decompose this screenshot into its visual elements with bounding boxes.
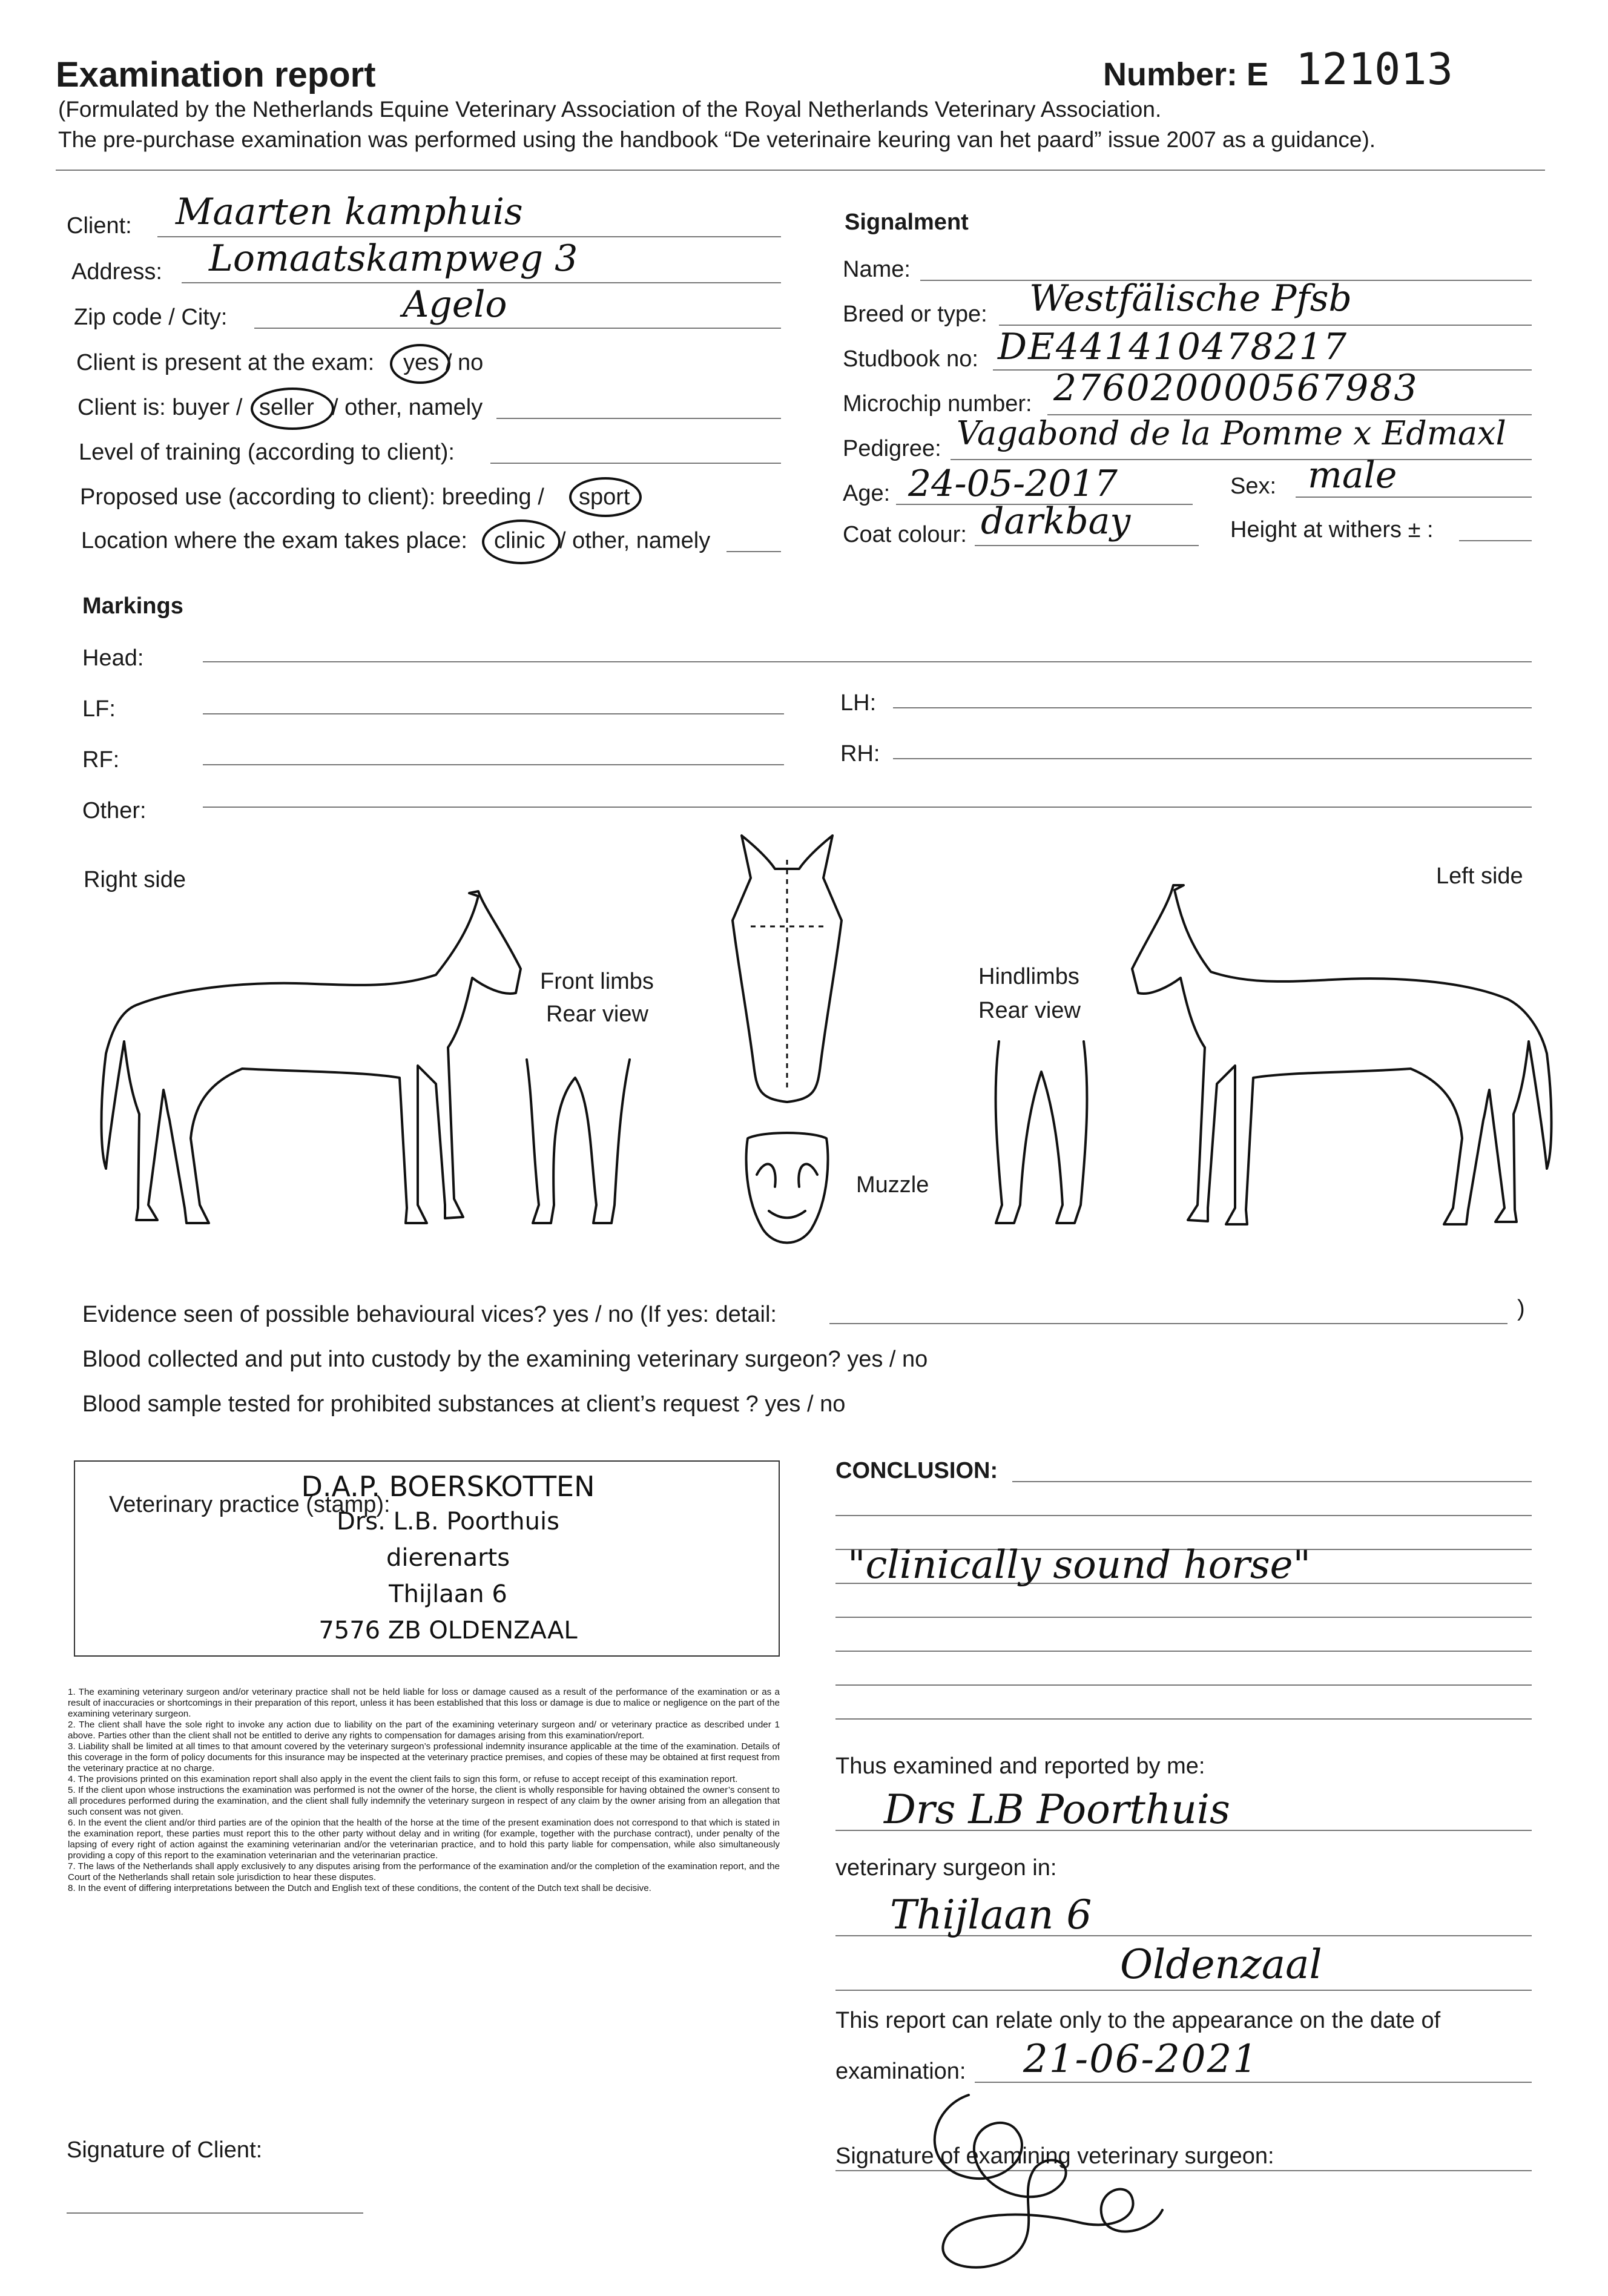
client-signature-line — [67, 2212, 363, 2214]
name-label: Name: — [843, 257, 911, 282]
hind-limbs-label: Hindlimbs — [978, 964, 1079, 989]
conclusion-line-7 — [835, 1684, 1532, 1686]
breed-label: Breed or type: — [843, 302, 987, 327]
zip-value: Agelo — [403, 283, 507, 326]
use-label: Proposed use (according to client): breeding / — [80, 484, 544, 510]
zip-label: Zip code / City: — [74, 305, 228, 330]
use-sport: sport — [579, 484, 630, 510]
microchip-value: 276020000567983 — [1053, 367, 1419, 409]
microchip-label: Microchip number: — [843, 391, 1032, 417]
right-side-label: Right side — [84, 867, 186, 892]
present-yes: yes — [403, 350, 440, 375]
conclusion-line-5 — [835, 1617, 1532, 1618]
conclusion-line-8 — [835, 1718, 1532, 1720]
term-item: 3. Liability shall be limited at all times to that amount covered by the veterinary surgeon’s professional indemnity insurance applicable at the time of the examination. Details of this coverage in the form of policy documents for this insurance may be inspected at the veterinary practice premises, and copies of these may be obtained at first request from the veterinary practice at no charge. — [68, 1741, 780, 1773]
practice-label: Veterinary practice (stamp): — [109, 1492, 390, 1517]
stamp-line-5: 7576 ZB OLDENZAAL — [318, 1617, 578, 1644]
stamp-line-4: Thijlaan 6 — [389, 1580, 507, 1608]
pedigree-label: Pedigree: — [843, 436, 941, 461]
location-clinic: clinic — [494, 528, 545, 553]
coat-label: Coat colour: — [843, 522, 967, 547]
present-no: no — [458, 350, 484, 375]
age-value: 24-05-2017 — [908, 463, 1118, 505]
present-sep: / — [446, 350, 452, 375]
hind-rear-view-label: Rear view — [978, 998, 1081, 1023]
horse-head-front-outline — [733, 836, 842, 1102]
front-limbs-label: Front limbs — [540, 969, 654, 994]
subtitle-2: The pre-purchase examination was performed using the handbook “De veterinaire keuring van het paard” issue 2007 as a guidance). — [58, 127, 1376, 152]
studbook-value: DE441410478217 — [998, 326, 1348, 368]
vices-question: Evidence seen of possible behavioural vices? yes / no (If yes: detail: — [82, 1302, 777, 1327]
muzzle-label: Muzzle — [856, 1172, 929, 1198]
studbook-label: Studbook no: — [843, 346, 978, 372]
breed-value: Westfälische Pfsb — [1029, 277, 1352, 320]
term-item: 4. The provisions printed on this examination report shall also apply in the event the client fails to sign this form, or refuse to accept receipt of this examination report. — [68, 1774, 738, 1784]
term-item: 2. The client shall have the sole right to invoke any action due to liability on the part of the examining veterinary surgeon and/ or veterinary practice as described under 1 above. Parties other than the client shall not be entitled to derive any rights to compensation for damages arising from this examination/report. — [68, 1720, 780, 1741]
client-value: Maarten kamphuis — [176, 191, 523, 233]
vet-signature-label: Signature of examining veterinary surgeon: — [835, 2143, 1274, 2169]
surgeon-in-line-2 — [835, 1990, 1532, 1991]
terms-block — [68, 1687, 780, 1894]
examined-value: Drs LB Poorthuis — [884, 1786, 1230, 1833]
address-value: Lomaatskampweg 3 — [209, 237, 578, 280]
marking-rf-label: RF: — [82, 747, 120, 773]
client-signature-label: Signature of Client: — [67, 2137, 263, 2163]
vices-close: ) — [1517, 1296, 1525, 1321]
marking-head-label: Head: — [82, 645, 144, 671]
exam-date-label: examination: — [835, 2059, 966, 2084]
surgeon-in-value-1: Thijlaan 6 — [890, 1892, 1092, 1938]
exam-date-value: 21-06-2021 — [1023, 2037, 1259, 2082]
blood-tested-question: Blood sample tested for prohibited substances at client’s request ? yes / no — [82, 1391, 846, 1417]
report-number: 121013 — [1296, 44, 1454, 94]
blood-custody-question: Blood collected and put into custody by the examining veterinary surgeon? yes / no — [82, 1347, 928, 1372]
report-number-label: Number: E — [1103, 56, 1269, 93]
client-is-label: Client is: buyer / — [77, 395, 243, 420]
marking-other-label: Other: — [82, 798, 147, 823]
marking-rh-label: RH: — [840, 741, 880, 767]
sex-label: Sex: — [1230, 473, 1277, 499]
location-rest: / other, namely — [559, 528, 711, 553]
term-item: 8. In the event of differing interpretations between the Dutch and English text of these conditions, the content of the Dutch text shall be decisive. — [68, 1883, 651, 1893]
age-label: Age: — [843, 481, 891, 506]
marking-lf-label: LF: — [82, 696, 116, 722]
location-label: Location where the exam takes place: — [81, 528, 467, 553]
signalment-heading: Signalment — [845, 209, 969, 235]
present-label: Client is present at the exam: — [76, 350, 375, 375]
horse-left-side-outline — [1132, 885, 1552, 1224]
page-title: Examination report — [56, 55, 376, 94]
term-item: 5. If the client upon whose instructions the examination was performed is not the owner of the horse, the client is wholly responsible for having obtained the owner’s consent to all procedures performed during the examination, and the client shall fully indemnify the veterinary surgeon in respect of any claim by the owner arising from an allegation that such consent was not given. — [68, 1785, 780, 1817]
subtitle-1: (Formulated by the Netherlands Equine Veterinary Association of the Royal Netherlands Veterinary Association. — [58, 97, 1162, 122]
conclusion-value: "clinically sound horse" — [848, 1543, 1311, 1588]
client-is-seller: seller — [259, 395, 314, 420]
training-label: Level of training (according to client): — [79, 440, 455, 465]
client-is-rest: / other, namely — [332, 395, 483, 420]
front-rear-view-label: Rear view — [546, 1001, 648, 1027]
vices-detail-line — [829, 1323, 1508, 1324]
height-label: Height at withers ± : — [1230, 517, 1434, 543]
stamp-line-3: dierenarts — [386, 1544, 510, 1572]
term-item: 7. The laws of the Netherlands shall apply exclusively to any disputes arising from the performance of the examination and/or the completion of the examination report, and the Court of the Netherlands shall retain sole jurisdiction to hear these disputes. — [68, 1861, 780, 1882]
left-side-label: Left side — [1436, 863, 1523, 889]
stamp-line-2: Drs. L.B. Poorthuis — [337, 1508, 559, 1536]
conclusion-heading: CONCLUSION: — [835, 1458, 998, 1483]
hind-limbs-outline — [996, 1041, 1087, 1223]
stamp-line-1: D.A.P. BOERSKOTTEN — [301, 1470, 595, 1503]
surgeon-in-value-2: Oldenzaal — [1120, 1941, 1322, 1988]
pedigree-value: Vagabond de la Pomme x Edmaxl — [957, 414, 1506, 452]
relate-label: This report can relate only to the appearance on the date of — [835, 2008, 1441, 2033]
term-item: 1. The examining veterinary surgeon and/or veterinary practice shall not be held liable for loss or damage caused as a result of the performance of the examination or as a result of inaccuracies or shortcomings in their preparation of this report, unless it has been established that this loss or damage is due to malice or negligence on the part of the examining veterinary surgeon. — [68, 1687, 780, 1719]
examined-label: Thus examined and reported by me: — [835, 1753, 1205, 1779]
horse-right-side-outline — [102, 891, 521, 1223]
front-limbs-outline — [527, 1060, 630, 1223]
conclusion-line-6 — [835, 1651, 1532, 1652]
markings-heading: Markings — [82, 593, 183, 619]
address-label: Address: — [71, 259, 162, 285]
horse-muzzle-outline — [746, 1133, 828, 1243]
marking-lh-label: LH: — [840, 690, 877, 716]
conclusion-line-2 — [835, 1515, 1532, 1516]
sex-value: male — [1308, 454, 1397, 496]
coat-value: darkbay — [981, 500, 1131, 543]
surgeon-in-label: veterinary surgeon in: — [835, 1855, 1057, 1881]
vet-signature-scribble — [896, 2071, 1235, 2289]
term-item: 6. In the event the client and/or third parties are of the opinion that the health of the horse at the time of the present examination does not correspond to that which is stated in the examination report, these parties must report this to the other party without delay and in writing (for example, together with the purchase contract), under penalty of the lapsing of every right of action against the examining veterinarian and/or the veterinarian practice, and to hold this party liable for compensation, while also simultaneously providing a copy of this report to the examination veterinarian and the veterinarian practice. — [68, 1818, 780, 1861]
client-label: Client: — [67, 213, 132, 239]
conclusion-line-1 — [1012, 1481, 1532, 1482]
